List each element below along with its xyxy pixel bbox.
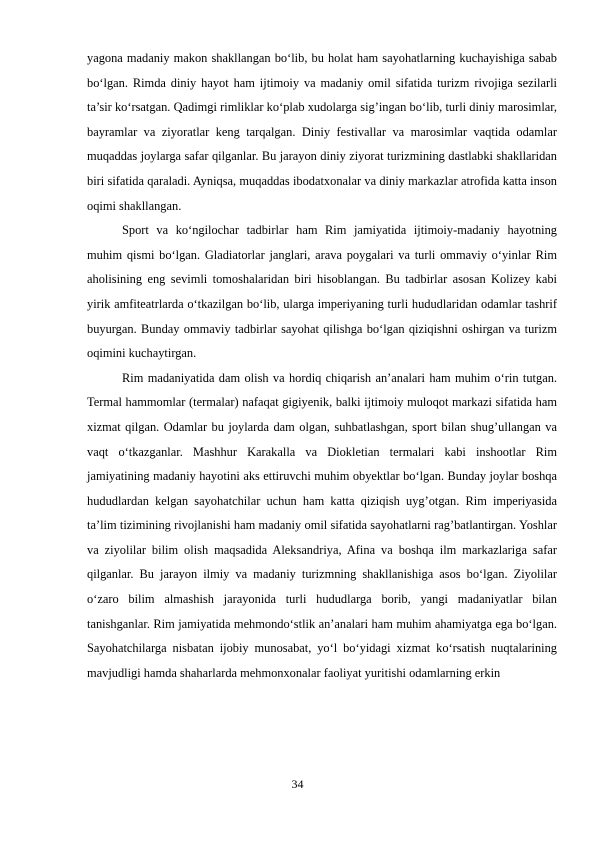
page-number: 34 (291, 777, 304, 791)
body-text (87, 46, 557, 685)
paragraph-continuation: yagona madaniy makon shakllangan bo‘lib, bu holat ham sayohatlarning kuchayishiga sabab bo‘lgan. Rimda diniy hayot ham ijtimoiy va madaniy omil sifatida turizm rivojiga sezilarli ta’sir ko‘rsatgan. Qadimgi rimliklar ko‘plab xudolarga sig’ingan bo‘lib, turli diniy marosimlar, bayramlar va ziyoratlar keng tarqalgan. Diniy festivallar va marosimlar vaqtida odamlar muqaddas joylarga safar qilganlar. Bu jarayon diniy ziyorat turizmining dastlabki shakllaridan biri sifatida qaraladi. Ayniqsa, muqaddas ibodatxonalar va diniy markazlar atrofida katta inson oqimi shakllangan. (87, 51, 557, 213)
paragraph-sport-events: Sport va ko‘ngilochar tadbirlar ham Rim jamiyatida ijtimoiy-madaniy hayotning muhim qismi bo‘lgan. Gladiatorlar janglari, arava poygalari va turli ommaviy o‘yinlar Rim aholisining eng sevimli tomoshalaridan biri hisoblangan. Bu tadbirlar asosan Kolizey kabi yirik amfiteatrlarda o‘tkazilgan bo‘lib, ularga imperiyaning turli hududlaridan odamlar tashrif buyurgan. Bunday ommaviy tadbirlar sayohat qilishga bo‘lgan qiziqishni oshirgan va turizm oqimini kuchaytirgan. (87, 223, 557, 361)
paragraph-leisure-culture: Rim madaniyatida dam olish va hordiq chiqarish an’analari ham muhim o‘rin tutgan. Termal hammomlar (termalar) nafaqat gigiyenik, balki ijtimoiy muloqot markazi sifatida ham xizmat qilgan. Odamlar bu joylarda dam olgan, suhbatlashgan, sport bilan shug’ullangan va vaqt o‘tkazganlar. Mashhur Karakalla va Diokletian termalari kabi inshootlar Rim jamiyatining madaniy hayotini aks ettiruvchi muhim obyektlar bo‘lgan. Bunday joylar boshqa hududlardan kelgan sayohatchilar uchun ham katta qiziqish uyg’otgan. Rim imperiyasida ta’lim tizimining rivojlanishi ham madaniy omil sifatida sayohatlarni rag’batlantirgan. Yoshlar va ziyolilar bilim olish maqsadida Aleksandriya, Afina va boshqa ilm markazlariga safar qilganlar. Bu jarayon ilmiy va madaniy turizmning shakllanishiga asos bo‘lgan. Ziyolilar o‘zaro bilim almashish jarayonida turli hududlarga borib, yangi madaniyatlar bilan tanishganlar. Rim jamiyatida mehmondo‘stlik an’analari ham muhim ahamiyatga ega bo‘lgan. Sayohatchilarga nisbatan ijobiy munosabat, yo‘l bo‘yidagi xizmat ko‘rsatish nuqtalarining mavjudligi hamda shaharlarda mehmonxonalar faoliyat yuritishi odamlarning erkin (87, 370, 557, 680)
